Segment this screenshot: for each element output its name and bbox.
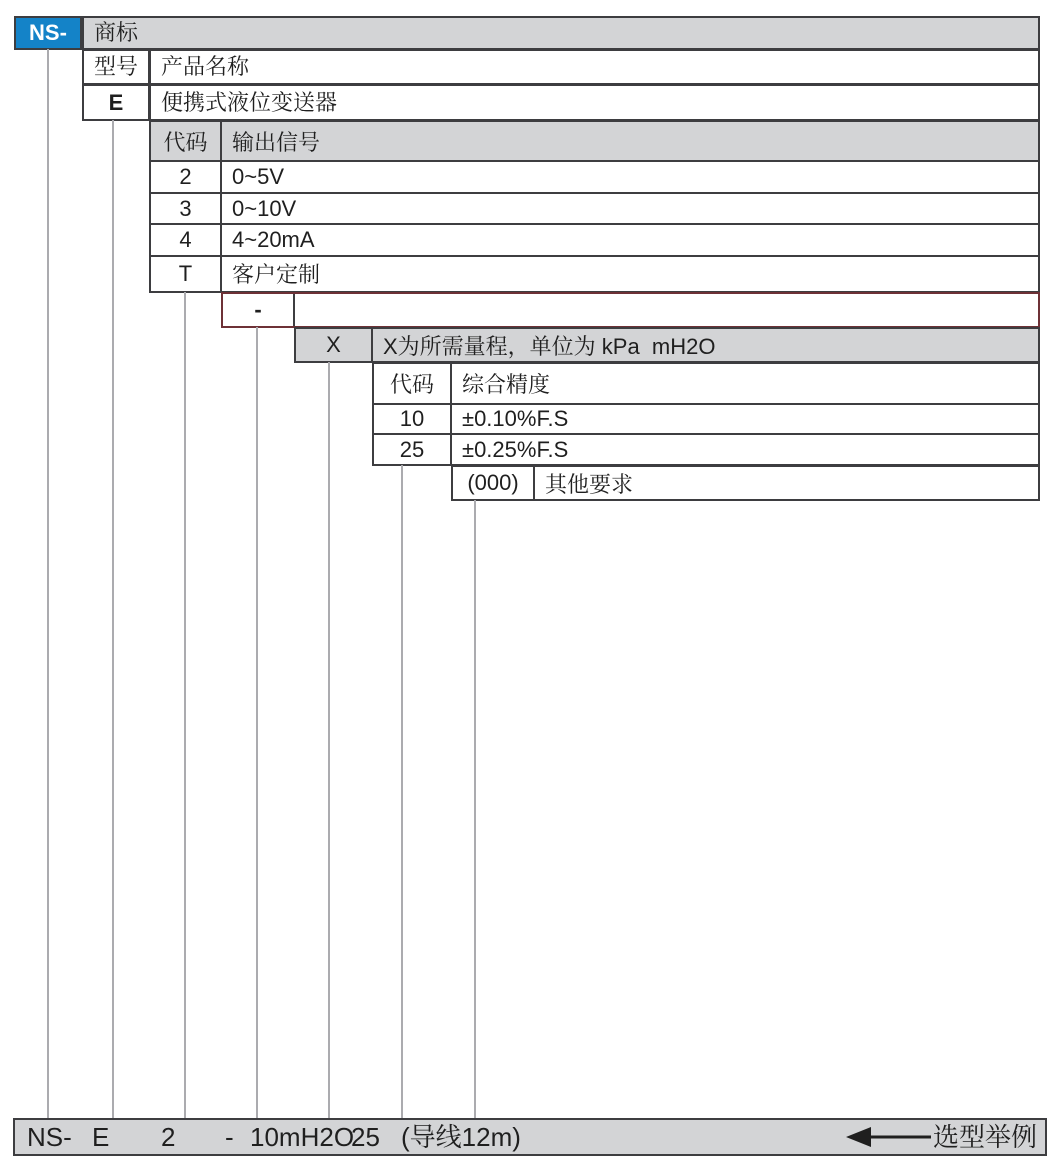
example-part-range: 10mH2O	[250, 1122, 355, 1152]
example-part-signal: 2	[161, 1122, 176, 1152]
range-inner-row	[296, 329, 1038, 361]
output-signal-header-label: 输出信号	[232, 129, 321, 155]
output-signal-label: 4~20mA	[232, 226, 315, 252]
other-requirement-label: 其他要求	[545, 471, 634, 497]
output-signal-row	[151, 192, 1038, 223]
accuracy-row	[374, 403, 1038, 434]
connector-line-other	[474, 500, 476, 1118]
connector-line-separator	[256, 327, 258, 1118]
output-signal-row	[151, 223, 1038, 254]
accuracy-label: ±0.25%F.S	[462, 436, 569, 462]
range-row	[294, 327, 1040, 363]
accuracy-table	[372, 362, 1040, 466]
output-signal-label: 客户定制	[232, 262, 321, 288]
connector-line-range	[328, 362, 330, 1118]
model-header-code-cell: 型号	[82, 49, 150, 85]
other-requirement-code: (000)	[453, 467, 535, 499]
left-arrow-icon	[846, 1127, 871, 1147]
example-part-prefix: NS-	[27, 1122, 72, 1152]
other-requirement-row	[451, 465, 1040, 501]
other-requirement-inner-row	[453, 467, 1038, 499]
example-part-model: E	[92, 1122, 110, 1152]
separator-empty-cell	[295, 294, 1038, 326]
output-signal-row	[151, 160, 1038, 191]
connector-line-model	[112, 120, 114, 1118]
accuracy-row	[374, 433, 1038, 464]
accuracy-label: ±0.10%F.S	[462, 406, 569, 431]
output-signal-header-row	[151, 122, 1038, 160]
output-signal-label: 0~5V	[232, 164, 284, 190]
range-label-cell: X为所需量程，单位为 kPa mH2O	[383, 333, 716, 359]
output-signal-row	[151, 255, 1038, 291]
separator-row	[221, 292, 1040, 328]
separator-inner-row	[223, 294, 1038, 326]
accuracy-header-code: 代码	[374, 364, 452, 403]
prefix-code-cell: NS-	[14, 16, 82, 50]
example-bar	[13, 1118, 1047, 1156]
output-signal-code: 4	[151, 225, 222, 254]
output-signal-code: T	[151, 257, 222, 291]
example-part-accuracy: 25	[351, 1122, 380, 1152]
range-code-cell: X	[296, 329, 373, 361]
accuracy-code: 10	[374, 405, 452, 434]
accuracy-code: 25	[374, 435, 452, 464]
connector-line-output-signal	[184, 292, 186, 1118]
connector-line-prefix	[47, 49, 49, 1118]
output-signal-code: 2	[151, 162, 222, 191]
accuracy-header-row	[374, 364, 1038, 403]
model-header-label-cell: 产品名称	[149, 49, 1040, 85]
separator-code-cell: -	[223, 294, 295, 326]
output-signal-header-code: 代码	[151, 122, 222, 160]
output-signal-table	[149, 120, 1040, 293]
arrow-line	[869, 1136, 931, 1139]
output-signal-code: 3	[151, 194, 222, 223]
example-part-cable: (导线12m)	[401, 1122, 521, 1152]
output-signal-label: 0~10V	[232, 195, 297, 221]
model-label-cell: 便携式液位变送器	[149, 84, 1040, 121]
connector-line-accuracy	[401, 465, 403, 1118]
example-arrow-label: 选型举例	[933, 1122, 1038, 1152]
model-code-cell: E	[82, 84, 150, 121]
example-part-dash: -	[225, 1122, 234, 1152]
accuracy-header-label: 综合精度	[462, 371, 551, 397]
trademark-cell: 商标	[82, 16, 1040, 50]
